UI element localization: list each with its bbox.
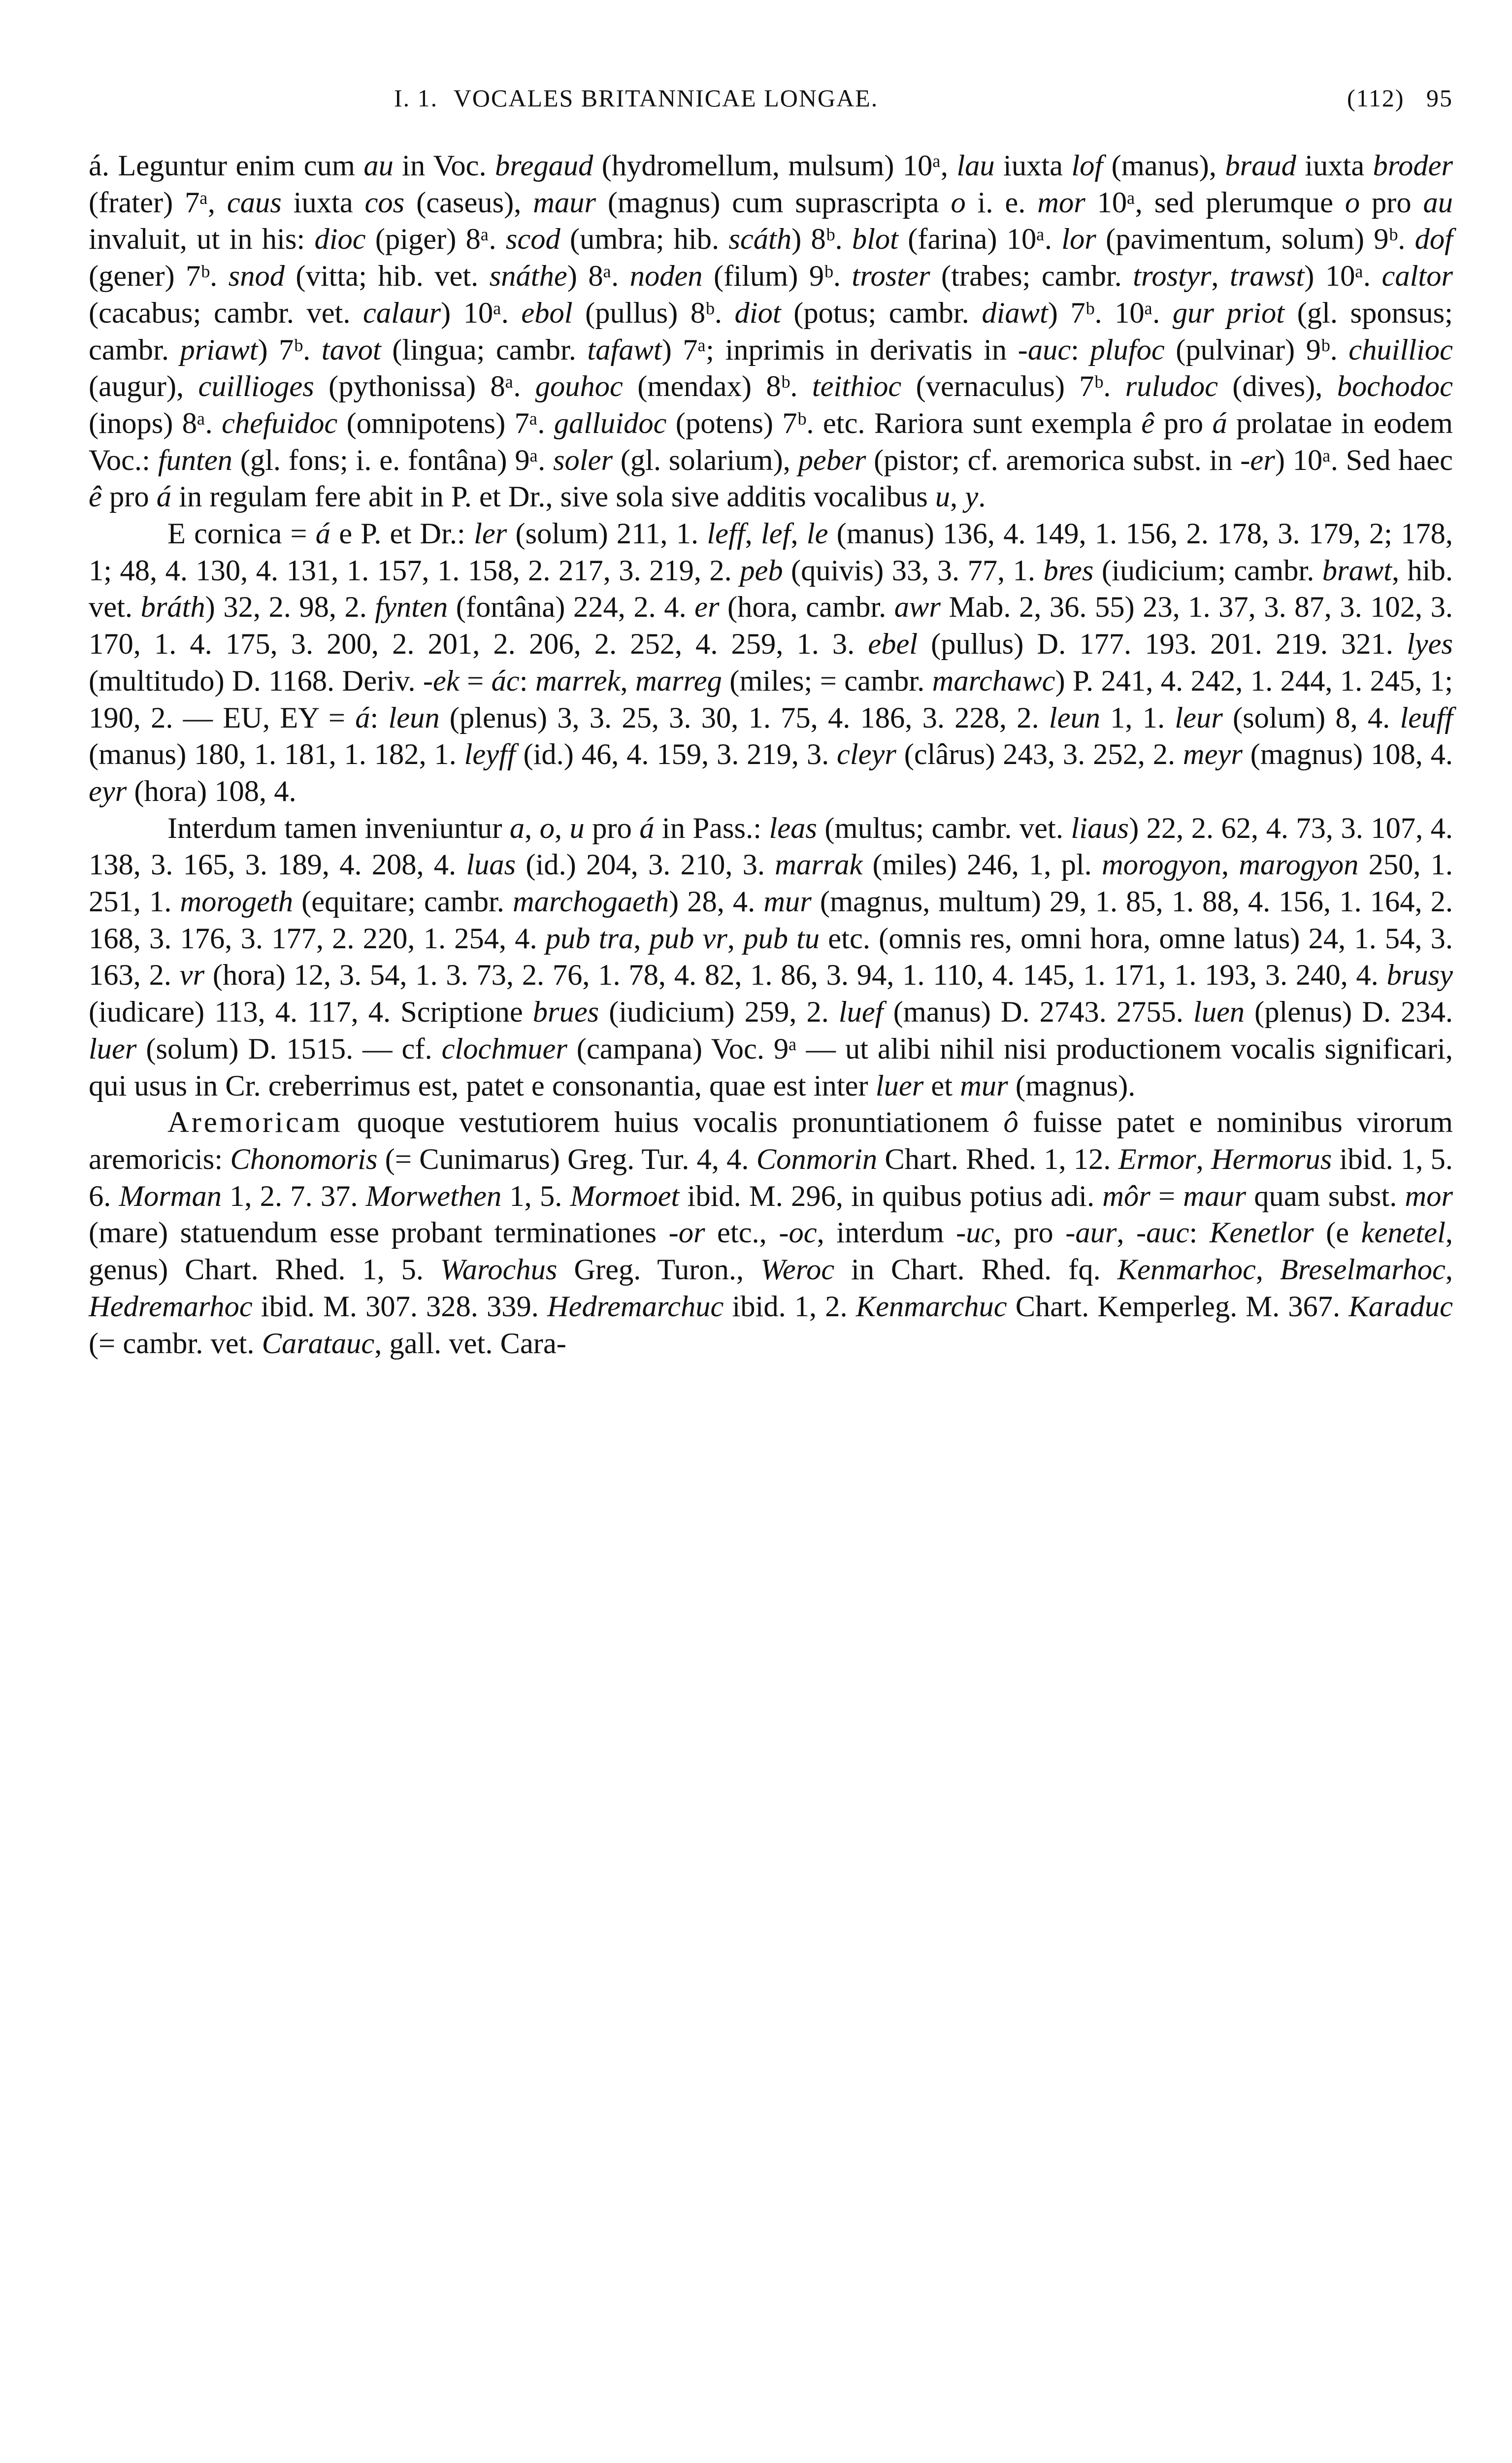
text-run: fuisse patet e nominibus virorum aremoricis: bbox=[89, 1106, 1453, 1176]
italic-term: leyff bbox=[464, 738, 516, 771]
text-run: 250, 1. 251, 1. bbox=[89, 848, 1453, 919]
text-run: (caseus), bbox=[404, 186, 533, 219]
italic-term: Morwethen bbox=[365, 1179, 502, 1213]
italic-term: ebol bbox=[521, 296, 573, 330]
text-run: (mare) statuendum esse probant terminationes bbox=[89, 1216, 669, 1250]
italic-term: scod bbox=[505, 223, 560, 256]
text-run: (= Cunimarus) Greg. Tur. 4, 4. bbox=[377, 1142, 756, 1176]
text-run: : bbox=[1189, 1216, 1210, 1250]
italic-term: Hedremarchuc bbox=[547, 1290, 724, 1323]
italic-term: cuillioges bbox=[198, 370, 314, 403]
text-run: etc., bbox=[705, 1216, 779, 1250]
text-run: (vitta; hib. vet. bbox=[284, 260, 490, 293]
text-run: , bbox=[1445, 1253, 1453, 1287]
text-run: ) 32, 2. 98, 2. bbox=[205, 591, 375, 624]
text-run: 1, 5. bbox=[501, 1179, 570, 1213]
italic-term: -auc bbox=[1136, 1216, 1189, 1250]
italic-term: marrek bbox=[535, 664, 621, 698]
text-run: (lingua; cambr. bbox=[381, 333, 588, 366]
italic-term: ebel bbox=[868, 628, 918, 661]
text-run: Interdum tamen inveniuntur bbox=[167, 811, 510, 845]
text-run: quam subst. bbox=[1246, 1179, 1405, 1213]
text-run: (pulvinar) 9ᵇ. bbox=[1164, 333, 1349, 366]
text-run: ) 10ᵃ. bbox=[441, 296, 522, 330]
text-run: (manus) 136, 4. 149, 1. 156, 2. 178, 3. 179, 2; 178, 1; 48, 4. 130, 4. 131, 1. 157, 1. 158, 2. 217, 3. 219, 2. bbox=[89, 517, 1453, 587]
header-ref: (112) bbox=[1347, 84, 1405, 112]
italic-term: cos bbox=[364, 186, 405, 219]
text-run: , hib. vet. bbox=[89, 554, 1453, 624]
text-run: , bbox=[790, 517, 807, 551]
italic-term: bochodoc bbox=[1337, 370, 1453, 403]
text-run: : bbox=[370, 701, 389, 734]
italic-term: lyes bbox=[1406, 628, 1453, 661]
italic-term: môr bbox=[1102, 1179, 1150, 1213]
italic-term: peb bbox=[740, 554, 783, 587]
italic-term: gouhoc bbox=[535, 370, 623, 403]
text-run: 1, 1. bbox=[1100, 701, 1175, 734]
text-run: (mendax) 8ᵇ. bbox=[623, 370, 812, 403]
italic-term: ler bbox=[474, 517, 507, 551]
text-run: ) 7ᵃ; inprimis in derivatis in bbox=[661, 333, 1018, 366]
italic-term: á bbox=[156, 480, 172, 514]
text-run: (quivis) 33, 3. 77, 1. bbox=[783, 554, 1044, 587]
text-run: ) 10ᵃ. bbox=[1304, 260, 1382, 293]
italic-term: caus bbox=[227, 186, 282, 219]
text-run: ) 22, 2. 62, 4. 73, 3. 107, 4. 138, 3. 165, 3. 189, 4. 208, 4. bbox=[89, 811, 1453, 882]
italic-term: -aur bbox=[1065, 1216, 1117, 1250]
text-run: (miles) 246, 1, pl. bbox=[862, 848, 1102, 882]
text-run: (clârus) 243, 3. 252, 2. bbox=[896, 738, 1183, 771]
text-run: : bbox=[1071, 333, 1090, 366]
italic-term: Kenmarchuc bbox=[855, 1290, 1007, 1323]
text-run: (filum) 9ᵇ. bbox=[702, 260, 852, 293]
paragraph-4 bbox=[89, 1104, 1453, 1362]
text-run: = bbox=[1150, 1179, 1183, 1213]
text-run: Greg. Turon., bbox=[557, 1253, 761, 1287]
italic-term: marrak bbox=[775, 848, 863, 882]
italic-term: Conmorin bbox=[756, 1142, 878, 1176]
italic-term: lau bbox=[956, 149, 995, 182]
italic-term: y bbox=[965, 480, 979, 514]
italic-term: luer bbox=[89, 1032, 137, 1065]
text-run: (plenus) 3, 3. 25, 3. 30, 1. 75, 4. 186, 3. 228, 2. bbox=[439, 701, 1049, 734]
text-run: 10ᵃ, sed plerumque bbox=[1085, 186, 1345, 219]
text-run: ) 10ᵃ. Sed haec bbox=[1275, 443, 1453, 477]
italic-term: á bbox=[315, 517, 330, 551]
body-text bbox=[89, 148, 1453, 1362]
text-run: (iudicare) 113, 4. 117, 4. Scriptione bbox=[89, 996, 533, 1029]
text-run: in Pass.: bbox=[654, 811, 769, 845]
italic-term: caltor bbox=[1381, 260, 1453, 293]
italic-term: leun bbox=[1049, 701, 1100, 734]
italic-term: a bbox=[509, 811, 525, 845]
italic-term: troster bbox=[852, 260, 930, 293]
italic-term: kenetel bbox=[1361, 1216, 1446, 1250]
text-run: (id.) 204, 3. 210, 3. bbox=[516, 848, 775, 882]
text-run: , bbox=[620, 664, 636, 698]
italic-term: Chonomoris bbox=[230, 1142, 378, 1176]
text-run: (= cambr. vet. bbox=[89, 1327, 262, 1360]
text-run: (pullus) D. 177. 193. 201. 219. 321. bbox=[918, 628, 1407, 661]
italic-term: Hermorus bbox=[1211, 1142, 1332, 1176]
text-run: quoque vestutiorem huius vocalis pronuntiationem bbox=[342, 1106, 1004, 1139]
italic-term: Breselmarhoc bbox=[1280, 1253, 1446, 1287]
text-run: (magnus, multum) 29, 1. 85, 1. 88, 4. 156, 1. 164, 2. 168, 3. 176, 3. 177, 2. 220, 1. 254, 4. bbox=[89, 885, 1453, 955]
text-run: etc. (omnis res, omni hora, omne latus) 24, 1. 54, 3. 163, 2. bbox=[89, 922, 1453, 992]
text-run: (potens) 7ᵇ. etc. Rariora sunt exempla bbox=[666, 406, 1142, 440]
text-run: 1, 2. 7. 37. bbox=[221, 1179, 366, 1213]
text-run: i. e. bbox=[965, 186, 1038, 219]
text-run: (potus; cambr. bbox=[781, 296, 982, 330]
italic-term: awr bbox=[894, 591, 941, 624]
italic-term: luef bbox=[838, 996, 884, 1029]
text-run: iuxta bbox=[994, 149, 1072, 182]
italic-term: chuillioc bbox=[1348, 333, 1453, 366]
paragraph-3 bbox=[89, 810, 1453, 1105]
text-run: (solum) 211, 1. bbox=[507, 517, 707, 551]
italic-term: o bbox=[539, 811, 555, 845]
text-run: (pistor; cf. aremorica subst. in bbox=[866, 443, 1241, 477]
italic-term: Kenmarhoc bbox=[1117, 1253, 1256, 1287]
text-run: ) 28, 4. bbox=[669, 885, 764, 919]
text-run: , pro bbox=[994, 1216, 1066, 1250]
text-run: (manus) D. 2743. 2755. bbox=[883, 996, 1193, 1029]
italic-term: Warochus bbox=[440, 1253, 558, 1287]
text-run: ibid. M. 296, in quibus potius adi. bbox=[679, 1179, 1103, 1213]
italic-term: tafawt bbox=[587, 333, 662, 366]
text-run: , bbox=[554, 811, 570, 845]
text-run: (umbra; hib. bbox=[560, 223, 729, 256]
text-run: (vernaculus) 7ᵇ. bbox=[901, 370, 1125, 403]
text-run: (plenus) D. 234. bbox=[1245, 996, 1453, 1029]
text-run: prolatae in eodem Voc.: bbox=[89, 406, 1453, 477]
text-run: (manus) 180, 1. 181, 1. 182, 1. bbox=[89, 738, 464, 771]
header-section: I. 1. bbox=[394, 84, 438, 112]
text-run: iuxta bbox=[1296, 149, 1373, 182]
text-run: Chart. Kemperleg. M. 367. bbox=[1007, 1290, 1349, 1323]
italic-term: u bbox=[569, 811, 585, 845]
text-run: ibid. M. 307. 328. 339. bbox=[252, 1290, 547, 1323]
text-run: (gl. sponsus; cambr. bbox=[89, 296, 1453, 366]
text-run: in regulam fere abit in P. et Dr., sive sola sive additis vocalibus bbox=[171, 480, 935, 514]
text-run: (e bbox=[1314, 1216, 1361, 1250]
italic-term: -er bbox=[1240, 443, 1275, 477]
italic-term: galluidoc bbox=[554, 406, 667, 440]
italic-term: er bbox=[694, 591, 720, 624]
italic-term: morogyon bbox=[1101, 848, 1222, 882]
italic-term: luer bbox=[875, 1069, 924, 1102]
italic-term: á bbox=[639, 811, 655, 845]
italic-term: cleyr bbox=[837, 738, 896, 771]
text-run: (iudicium) 259, 2. bbox=[599, 996, 839, 1029]
italic-term: mur bbox=[763, 885, 812, 919]
italic-term: lof bbox=[1071, 149, 1103, 182]
text-run: (gener) 7ᵇ. bbox=[89, 260, 229, 293]
italic-term: chefuidoc bbox=[222, 406, 338, 440]
text-run: (hora) 108, 4. bbox=[127, 774, 296, 808]
italic-term: marchogaeth bbox=[512, 885, 669, 919]
text-run: Mab. 2, 36. 55) 23, 1. 37, 3. 87, 3. 102, 3. 170, 1. 4. 175, 3. 200, 2. 201, 2. 206, 2. 252, 4. 259, 1. 3. bbox=[89, 591, 1453, 661]
text-run: , bbox=[745, 517, 761, 551]
text-run: , genus) Chart. Rhed. 1, 5. bbox=[89, 1216, 1453, 1287]
text-run: (piger) 8ᵃ. bbox=[365, 223, 506, 256]
italic-term: -uc bbox=[956, 1216, 994, 1250]
text-run: (magnus). bbox=[1008, 1069, 1136, 1102]
text-run: (gl. solarium), bbox=[613, 443, 798, 477]
text-run: Chart. Rhed. 1, 12. bbox=[877, 1142, 1118, 1176]
italic-term: eyr bbox=[89, 774, 127, 808]
italic-term: morogeth bbox=[180, 885, 294, 919]
text-run: ibid. 1, 5. 6. bbox=[89, 1142, 1453, 1213]
text-run: ) 7ᵇ. bbox=[258, 333, 322, 366]
italic-term: plufoc bbox=[1090, 333, 1165, 366]
italic-term: -oc bbox=[779, 1216, 817, 1250]
italic-term: leur bbox=[1175, 701, 1223, 734]
paragraph-2 bbox=[89, 516, 1453, 810]
text-run: (dives), bbox=[1217, 370, 1337, 403]
italic-term: trawst bbox=[1229, 260, 1305, 293]
italic-term: u bbox=[935, 480, 951, 514]
italic-term: bres bbox=[1043, 554, 1094, 587]
italic-term: Karaduc bbox=[1348, 1290, 1453, 1323]
italic-term: leuff bbox=[1400, 701, 1453, 734]
text-run: in Chart. Rhed. fq. bbox=[834, 1253, 1118, 1287]
italic-term: brawt bbox=[1322, 554, 1392, 587]
italic-term: leun bbox=[388, 701, 440, 734]
italic-term: Ermor bbox=[1118, 1142, 1196, 1176]
running-header bbox=[89, 74, 1453, 128]
italic-term: soler bbox=[553, 443, 613, 477]
page bbox=[89, 74, 1453, 2463]
italic-term: Hedremarhoc bbox=[89, 1290, 253, 1323]
italic-term: -or bbox=[668, 1216, 705, 1250]
italic-term: diot bbox=[734, 296, 781, 330]
spaced-first-word: Aremoricam bbox=[167, 1106, 343, 1139]
italic-term: dof bbox=[1414, 223, 1453, 256]
text-run: : bbox=[519, 664, 535, 698]
italic-term: ô bbox=[1003, 1106, 1019, 1139]
italic-term: o bbox=[951, 186, 966, 219]
italic-term: á bbox=[355, 701, 370, 734]
text-run: pro bbox=[101, 480, 157, 514]
text-run: (farina) 10ᵃ. bbox=[898, 223, 1062, 256]
page-number: 95 bbox=[1426, 84, 1453, 112]
italic-term: snáthe bbox=[489, 260, 567, 293]
text-run: ibid. 1, 2. bbox=[723, 1290, 856, 1323]
italic-term: vr bbox=[179, 959, 205, 992]
text-run: (manus), bbox=[1103, 149, 1225, 182]
text-run: (hora) 12, 3. 54, 1. 3. 73, 2. 76, 1. 78, 4. 82, 1. 86, 3. 94, 1. 110, 4. 145, 1. 171, 1. 193, 3. 240, 4. bbox=[204, 959, 1387, 992]
text-run: (augur), bbox=[89, 370, 198, 403]
italic-term: mor bbox=[1037, 186, 1085, 219]
italic-term: Weroc bbox=[760, 1253, 835, 1287]
text-run: ) 7ᵇ. 10ᵃ. bbox=[1048, 296, 1173, 330]
italic-term: -ek bbox=[423, 664, 460, 698]
text-run: pro bbox=[1154, 406, 1213, 440]
italic-term: ruludoc bbox=[1125, 370, 1218, 403]
text-run: pro bbox=[584, 811, 640, 845]
text-run: ) 8ᵇ. bbox=[791, 223, 852, 256]
text-run: et bbox=[923, 1069, 960, 1102]
italic-term: diawt bbox=[982, 296, 1048, 330]
italic-term: -auc bbox=[1018, 333, 1071, 366]
text-run: , bbox=[1255, 1253, 1280, 1287]
italic-term: scáth bbox=[728, 223, 792, 256]
text-run: iuxta bbox=[281, 186, 365, 219]
text-run: , bbox=[633, 922, 650, 955]
text-run: (multus; cambr. vet. bbox=[817, 811, 1071, 845]
italic-term: Caratauc bbox=[262, 1327, 375, 1360]
italic-term: au bbox=[363, 149, 394, 182]
text-run: (trabes; cambr. bbox=[930, 260, 1133, 293]
italic-term: pub tra bbox=[545, 922, 634, 955]
text-run: , bbox=[1196, 1142, 1211, 1176]
italic-term: bregaud bbox=[494, 149, 593, 182]
italic-term: gur priot bbox=[1172, 296, 1285, 330]
text-run: , gall. vet. Cara- bbox=[374, 1327, 566, 1360]
italic-term: brues bbox=[532, 996, 599, 1029]
italic-term: pub vr bbox=[649, 922, 727, 955]
header-title-block bbox=[394, 84, 878, 112]
text-run: ) P. 241, 4. 242, 1. 244, 1. 245, 1; 190, 2. — EU, EY = bbox=[89, 664, 1453, 734]
text-run: (omnipotens) 7ᵃ. bbox=[337, 406, 554, 440]
italic-term: clochmuer bbox=[441, 1032, 567, 1065]
text-run: e P. et Dr.: bbox=[330, 517, 474, 551]
text-run: (inops) 8ᵃ. bbox=[89, 406, 222, 440]
italic-term: braud bbox=[1225, 149, 1296, 182]
text-run: pro bbox=[1360, 186, 1423, 219]
italic-term: luen bbox=[1193, 996, 1245, 1029]
text-run: (pythonissa) 8ᵃ. bbox=[314, 370, 535, 403]
italic-term: mor bbox=[1405, 1179, 1453, 1213]
text-run: ) 8ᵃ. bbox=[567, 260, 630, 293]
text-run: , bbox=[727, 922, 744, 955]
text-run: (cacabus; cambr. vet. bbox=[89, 296, 363, 330]
text-run: (iudicium; cambr. bbox=[1093, 554, 1322, 587]
text-run: E cornica = bbox=[167, 517, 316, 551]
italic-term: á bbox=[1212, 406, 1227, 440]
italic-term: bráth bbox=[140, 591, 205, 624]
italic-term: ê bbox=[1141, 406, 1155, 440]
italic-term: ê bbox=[89, 480, 102, 514]
text-run: , bbox=[525, 811, 540, 845]
italic-term: trostyr bbox=[1133, 260, 1212, 293]
text-run: , bbox=[1221, 848, 1239, 882]
italic-term: brusy bbox=[1386, 959, 1453, 992]
italic-term: dioc bbox=[314, 223, 366, 256]
italic-term: calaur bbox=[363, 296, 441, 330]
text-run: = bbox=[459, 664, 492, 698]
text-run: , interdum bbox=[817, 1216, 956, 1250]
text-run: in Voc. bbox=[393, 149, 495, 182]
text-run: , bbox=[1117, 1216, 1137, 1250]
text-run: invaluit, ut in his: bbox=[89, 223, 315, 256]
text-run: á. Leguntur enim cum bbox=[89, 149, 364, 182]
italic-term: luas bbox=[466, 848, 516, 882]
text-run: (solum) D. 1515. — cf. bbox=[136, 1032, 442, 1065]
text-run: (fontâna) 224, 2. 4. bbox=[448, 591, 695, 624]
header-title: VOCALES BRITANNICAE LONGAE. bbox=[453, 84, 879, 112]
text-run: (hora, cambr. bbox=[719, 591, 894, 624]
text-run: , bbox=[950, 480, 965, 514]
italic-term: au bbox=[1423, 186, 1453, 219]
text-run: (equitare; cambr. bbox=[293, 885, 513, 919]
text-run: (magnus) 108, 4. bbox=[1242, 738, 1453, 771]
italic-term: maur bbox=[1183, 1179, 1247, 1213]
italic-term: Mormoet bbox=[570, 1179, 680, 1213]
text-run: . bbox=[978, 480, 986, 514]
italic-term: lef bbox=[760, 517, 791, 551]
italic-term: pub tu bbox=[743, 922, 820, 955]
italic-term: meyr bbox=[1183, 738, 1243, 771]
italic-term: ác bbox=[491, 664, 520, 698]
text-run: (id.) 46, 4. 159, 3. 219, 3. bbox=[515, 738, 837, 771]
italic-term: le bbox=[806, 517, 828, 551]
italic-term: noden bbox=[629, 260, 703, 293]
italic-term: priawt bbox=[180, 333, 258, 366]
text-run: (solum) 8, 4. bbox=[1222, 701, 1400, 734]
italic-term: maur bbox=[533, 186, 596, 219]
text-run: (campana) Voc. 9ᵃ — ut alibi nihil nisi productionem vocalis significari, qui usus in Cr. creberrimus est, patet e consonantia, quae est inter bbox=[89, 1032, 1453, 1102]
italic-term: peber bbox=[798, 443, 866, 477]
italic-term: leas bbox=[769, 811, 817, 845]
italic-term: marogyon bbox=[1239, 848, 1359, 882]
text-run: , bbox=[1211, 260, 1230, 293]
italic-term: Morman bbox=[119, 1179, 222, 1213]
text-run: (frater) 7ᵃ, bbox=[89, 186, 227, 219]
italic-term: funten bbox=[158, 443, 232, 477]
italic-term: snod bbox=[228, 260, 285, 293]
text-run: (magnus) cum suprascripta bbox=[596, 186, 951, 219]
text-run: (gl. fons; i. e. fontâna) 9ᵃ. bbox=[232, 443, 554, 477]
paragraph-1 bbox=[89, 148, 1453, 516]
text-run: (pavimentum, solum) 9ᵇ. bbox=[1096, 223, 1415, 256]
italic-term: leff bbox=[707, 517, 745, 551]
italic-term: o bbox=[1345, 186, 1360, 219]
text-run: (miles; = cambr. bbox=[722, 664, 932, 698]
italic-term: tavot bbox=[321, 333, 381, 366]
italic-term: teithioc bbox=[812, 370, 902, 403]
italic-term: marreg bbox=[635, 664, 722, 698]
italic-term: Kenetlor bbox=[1209, 1216, 1314, 1250]
italic-term: mur bbox=[960, 1069, 1008, 1102]
italic-term: liaus bbox=[1071, 811, 1129, 845]
italic-term: lor bbox=[1061, 223, 1096, 256]
text-run: (pullus) 8ᵇ. bbox=[572, 296, 735, 330]
italic-term: blot bbox=[852, 223, 898, 256]
italic-term: broder bbox=[1373, 149, 1453, 182]
text-run: (multitudo) D. 1168. Deriv. bbox=[89, 664, 423, 698]
text-run: (hydromellum, mulsum) 10ᵃ, bbox=[593, 149, 957, 182]
italic-term: fynten bbox=[375, 591, 448, 624]
header-pageref bbox=[1347, 84, 1453, 112]
italic-term: marchawc bbox=[932, 664, 1055, 698]
